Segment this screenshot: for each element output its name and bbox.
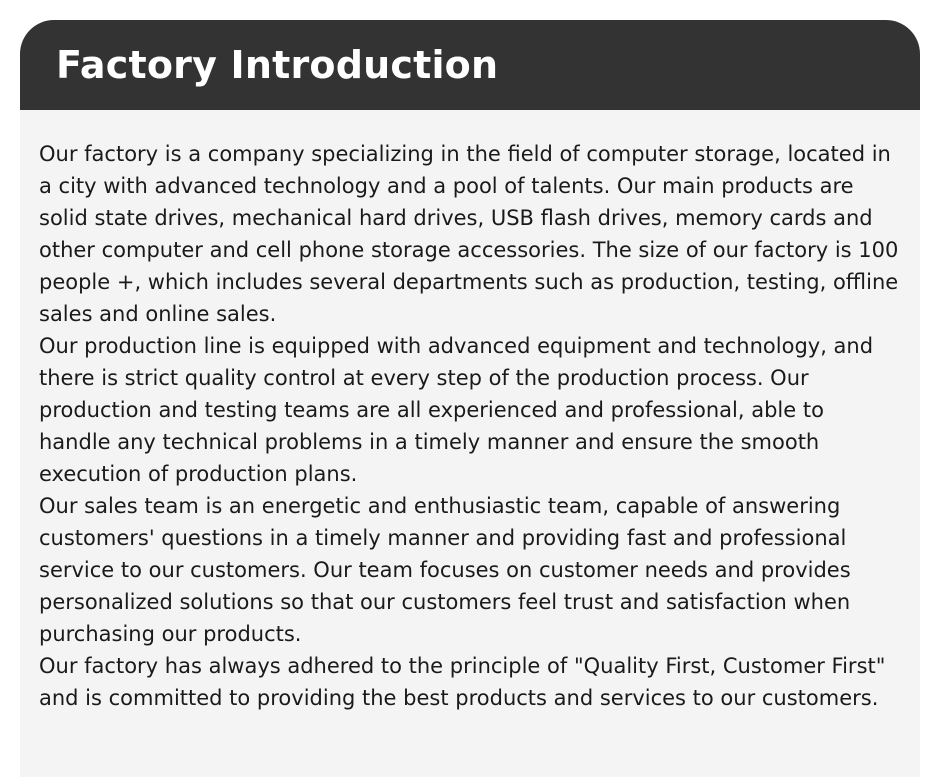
factory-introduction-card	[20, 20, 920, 777]
paragraph-sales-team: Our sales team is an energetic and enthusiastic team, capable of answering customers' questions in a timely manner and providing fast and professional service to our customers. Our team focuses on customer needs and provides personalized solutions so that our customers feel trust and satisfaction when purchasing our products.	[39, 494, 851, 646]
section-header	[20, 20, 920, 110]
section-title: Factory Introduction	[56, 43, 499, 87]
section-body	[20, 110, 920, 714]
paragraph-company-overview: Our factory is a company specializing in the field of computer storage, located in a city with advanced technology and a pool of talents. Our main products are solid state drives, mechanical hard drives, USB flash drives, memory cards and other computer and cell phone storage accessories. The size of our factory is 100 people +, which includes several departments such as production, testing, offline sales and online sales.	[39, 142, 899, 326]
paragraph-principle: Our factory has always adhered to the principle of "Quality First, Customer First" and is committed to providing the best products and services to our customers.	[39, 654, 886, 710]
paragraph-production-line: Our production line is equipped with advanced equipment and technology, and there is strict quality control at every step of the production process. Our production and testing teams are all experienced and professional, able to handle any technical problems in a timely manner and ensure the smooth execution of production plans.	[39, 334, 874, 486]
